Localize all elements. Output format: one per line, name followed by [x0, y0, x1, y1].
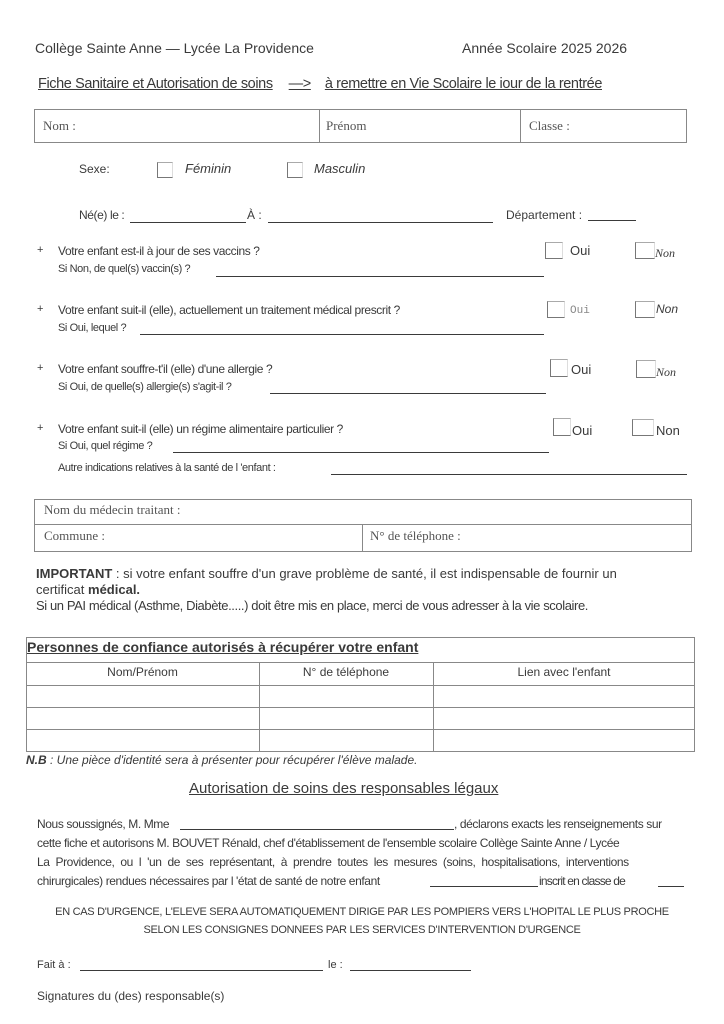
other-health-field[interactable]: [331, 474, 687, 475]
page-title: [38, 76, 602, 92]
important-notice: IMPORTANT : si votre enfant souffre d'un grave problème de santé, il est indispensable de fournir un: [36, 566, 617, 581]
authorization-title: Autorisation de soins des responsables légaux: [189, 780, 499, 797]
departement-label: Département :: [506, 208, 583, 222]
classe-label: Classe :: [529, 118, 570, 133]
q1-followup: Si Non, de quel(s) vaccin(s) ?: [58, 263, 191, 275]
column-header-phone: N° de téléphone: [302, 665, 390, 679]
q4-non-label: Non: [656, 423, 680, 438]
doctor-name-label: Nom du médecin traitant :: [44, 502, 181, 517]
bullet: +: [37, 244, 44, 256]
urgence-line1: EN CAS D'URGENCE, L'ELEVE SERA AUTOMATIQUEMENT DIRIGE PAR LES POMPIERS VERS L'HOPITAL LE PLUS PROCHE: [55, 906, 669, 918]
q4-followup-field[interactable]: [173, 452, 549, 453]
q2-oui-label: Oui: [570, 305, 590, 317]
q2-non-checkbox[interactable]: [635, 301, 655, 318]
auth-p1-end: , déclarons exacts les renseignements sur: [454, 817, 662, 831]
urgence-line2: SELON LES CONSIGNES DONNEES PAR LES SERVICES D'INTERVENTION D'URGENCE: [143, 924, 581, 936]
column-header-relation: Lien avec l'enfant: [517, 665, 611, 679]
birthdate-field[interactable]: [130, 222, 246, 223]
school-year: Année Scolaire 2025 2026: [462, 40, 628, 56]
q2-followup: Si Oui, lequel ?: [58, 322, 127, 334]
q1-non-label: Non: [655, 246, 676, 260]
q2-oui-checkbox[interactable]: [547, 301, 565, 318]
birthplace-field[interactable]: [268, 222, 493, 223]
table-row-1-name[interactable]: [27, 686, 258, 706]
doctor-phone-label: N° de téléphone :: [370, 528, 461, 543]
bullet: +: [37, 303, 44, 315]
q3-followup: Si Oui, de quelle(s) allergie(s) s'agit-il ?: [58, 381, 232, 393]
auth-p1-start: Nous soussignés, M. Mme: [37, 817, 170, 831]
q3-question: Votre enfant souffre-t'il (elle) d'une allergie ?: [58, 362, 273, 376]
table-row-3-relation[interactable]: [434, 730, 694, 751]
nb-note: N.B : Une pièce d'identité sera à présenter pour récupérer l'élève malade.: [26, 753, 418, 767]
q4-non-checkbox[interactable]: [632, 419, 654, 436]
table-row-2-phone[interactable]: [260, 708, 432, 728]
nom-label: Nom :: [43, 118, 76, 133]
sexe-label: Sexe:: [79, 162, 110, 176]
table-row-1-phone[interactable]: [260, 686, 432, 706]
title-subtitle: à remettre en Vie Scolaire le iour de la rentrée: [324, 76, 602, 92]
parent-name-field[interactable]: [180, 829, 454, 830]
q3-oui-label: Oui: [571, 362, 592, 377]
masculin-checkbox[interactable]: [287, 162, 303, 178]
q1-oui-label: Oui: [570, 243, 591, 258]
q3-oui-checkbox[interactable]: [550, 359, 568, 377]
q1-non-checkbox[interactable]: [635, 242, 655, 259]
birthplace-label: À :: [247, 208, 262, 222]
auth-p3: La Providence, ou l 'un de ses représentant, à prendre toutes les mesures (soins, hospitalisations, interventions: [37, 855, 629, 869]
table-row-3-phone[interactable]: [260, 730, 432, 751]
table-row-1-relation[interactable]: [434, 686, 694, 706]
title-arrow: —>: [288, 76, 311, 92]
column-header-name: Nom/Prénom: [107, 665, 178, 679]
q3-non-checkbox[interactable]: [636, 360, 656, 378]
q3-non-label: Non: [656, 365, 677, 379]
date-label: le :: [328, 959, 343, 971]
table-row-3-name[interactable]: [27, 730, 258, 751]
child-name-field[interactable]: [430, 886, 538, 887]
q2-non-label: Non: [656, 302, 679, 316]
fait-a-label: Fait à :: [37, 959, 71, 971]
pai-notice: Si un PAI médical (Asthme, Diabète.....) doit être mis en place, merci de vous adresser à la vie scolaire.: [36, 598, 589, 613]
nom-field[interactable]: [80, 110, 318, 142]
commune-label: Commune :: [44, 528, 106, 543]
date-field[interactable]: [350, 970, 471, 971]
feminin-checkbox[interactable]: [157, 162, 173, 178]
q1-oui-checkbox[interactable]: [545, 242, 563, 259]
trusted-persons-title: Personnes de confiance autorisés à récupérer votre enfant: [27, 639, 419, 655]
departement-field[interactable]: [588, 220, 636, 221]
fait-a-field[interactable]: [80, 970, 323, 971]
table-row-2-name[interactable]: [27, 708, 258, 728]
other-health-label: Autre indications relatives à la santé de l 'enfant :: [58, 462, 276, 474]
feminin-label: Féminin: [185, 161, 232, 176]
masculin-label: Masculin: [314, 161, 366, 176]
q1-followup-field[interactable]: [216, 276, 544, 277]
auth-p4-start: chirurgicales) rendues nécessaires par l 'état de santé de notre enfant: [37, 874, 380, 888]
q4-question: Votre enfant suit-il (elle) un régime alimentaire particulier ?: [58, 422, 343, 436]
q3-followup-field[interactable]: [270, 393, 546, 394]
signature-area[interactable]: [37, 1005, 687, 1023]
q4-followup: Si Oui, quel régime ?: [58, 440, 153, 452]
school-name: Collège Sainte Anne — Lycée La Providence: [35, 40, 314, 56]
signatures-label: Signatures du (des) responsable(s): [37, 989, 225, 1003]
title-text: Fiche Sanitaire et Autorisation de soins: [38, 76, 273, 92]
birthdate-label: Né(e) le :: [79, 208, 125, 222]
q4-oui-label: Oui: [572, 423, 593, 438]
prenom-label: Prénom: [326, 118, 367, 133]
q1-question: Votre enfant est-il à jour de ses vaccins ?: [58, 244, 260, 258]
q4-oui-checkbox[interactable]: [553, 418, 571, 436]
class-field[interactable]: [658, 886, 684, 887]
bullet: +: [37, 362, 44, 374]
auth-p4-mid: inscrit en classe de: [539, 874, 626, 888]
table-row-2-relation[interactable]: [434, 708, 694, 728]
auth-p2: cette fiche et autorisons M. BOUVET Rénald, chef d'établissement de l'ensemble scolaire Collège Sainte Anne / Lycée: [37, 836, 620, 850]
important-line2: certificat médical.: [36, 582, 141, 597]
important-bold: IMPORTANT: [36, 566, 113, 581]
q2-followup-field[interactable]: [140, 334, 544, 335]
q2-question: Votre enfant suit-il (elle), actuellement un traitement médical prescrit ?: [58, 303, 400, 317]
bullet: +: [37, 422, 44, 434]
